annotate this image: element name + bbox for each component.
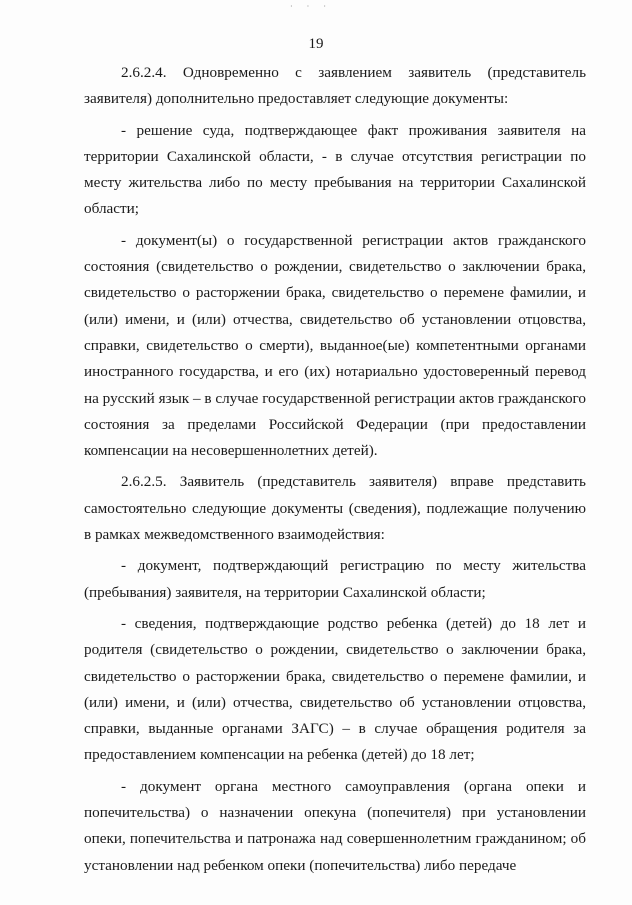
paragraph-guardianship-document: - документ органа местного самоуправления (органа опеки и попечительства) о назначении опекуна (попечителя) при установлении опеки, попечительства и патронажа над совершеннолетним гражданином; об установлении над ребенком опеки (попечительства) либо передаче — [84, 777, 586, 874]
paragraph-2-6-2-5: 2.6.2.5. Заявитель (представитель заявителя) вправе представить самостоятельно следующие документы (сведения), подлежащие получению в рамках межведомственного взаимодействия: — [84, 473, 586, 544]
paragraph-registration-document: - документ, подтверждающий регистрацию по месту жительства (пребывания) заявителя, на территории Сахалинской области; — [84, 557, 586, 601]
paragraph-2-6-2-4: 2.6.2.4. Одновременно с заявлением заявитель (представитель заявителя) дополнительно предоставляет следующие документы: — [84, 64, 586, 108]
paragraph-kinship-information: - сведения, подтверждающие родство ребенка (детей) до 18 лет и родителя (свидетельство о рождении, свидетельство о заключении брака, свидетельство о расторжении брака, свидетельство о перемене фамилии, и (или) имени, и (или) отчества, свидетельство об установлении отцовства, справки, выданные органами ЗАГС) – в случае обращения родителя за предоставлением компенсации на ребенка (детей) до 18 лет; — [84, 614, 586, 764]
scan-specks: · · · — [290, 2, 332, 11]
paragraph-civil-status-documents: - документ(ы) о государственной регистрации актов гражданского состояния (свидетельство о рождении, свидетельство о заключении брака, свидетельство о расторжении брака, свидетельство о перемене фамилии, и (или) имени, и (или) отчества, свидетельство об установлении отцовства, справки, свидетельство о смерти), выданное(ые) компетентными органами иностранного государства, и его (их) нотариально удостоверенный перевод на русский язык – в случае государственной регистрации актов гражданского состояния за пределами Российской Федерации (при предоставлении компенсации на несовершеннолетних детей). — [84, 231, 586, 460]
document-body — [84, 60, 586, 879]
paragraph-court-decision: - решение суда, подтверждающее факт проживания заявителя на территории Сахалинской области, - в случае отсутствия регистрации по месту жительства либо по месту пребывания на территории Сахалинской области; — [84, 121, 586, 218]
page-number: 19 — [308, 36, 324, 52]
